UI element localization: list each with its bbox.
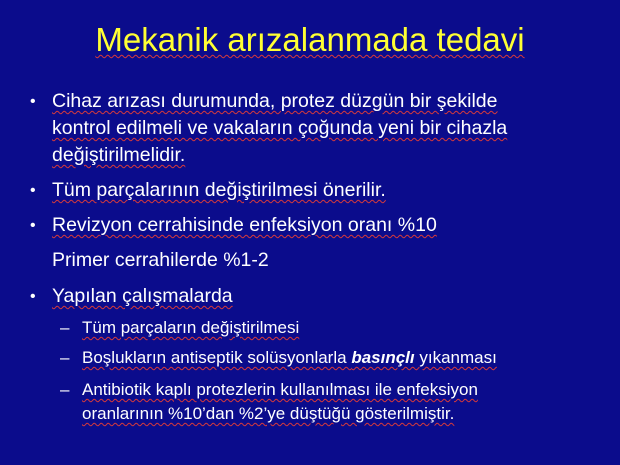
bullet-icon: • (30, 93, 36, 110)
emphasis-text: basınçlı (351, 348, 415, 367)
dash-icon: – (60, 380, 70, 399)
dash-icon: – (60, 318, 70, 337)
slide-title (0, 20, 620, 60)
sub-bullet-3-line-2: oranlarının %10’dan %2’ye düştüğü gösterilmiştir. (82, 404, 455, 423)
bullet-4: Yapılan çalışmalarda (52, 285, 233, 307)
bullet-icon: • (30, 182, 36, 199)
dash-icon: – (60, 348, 70, 367)
bullet-icon: • (30, 288, 36, 305)
bullet-1-line-1: Cihaz arızası durumunda, protez düzgün bir şekilde (52, 90, 498, 112)
sub-bullet-1: Tüm parçaların değiştirilmesi (82, 318, 300, 337)
sub-bullet-2: Boşlukların antiseptik solüsyonlarla basınçlı yıkanması (82, 348, 497, 367)
sub-bullet-3-line-1: Antibiotik kaplı protezlerin kullanılması ile enfeksiyon (82, 380, 478, 399)
bullet-1-line-2: kontrol edilmeli ve vakaların çoğunda yeni bir cihazla (52, 117, 508, 139)
bullet-3: Revizyon cerrahisinde enfeksiyon oranı %10 (52, 214, 437, 236)
bullet-2: Tüm parçalarının değiştirilmesi önerilir. (52, 179, 386, 201)
bullet-3-continuation: Primer cerrahilerde %1-2 (52, 249, 269, 271)
bullet-icon: • (30, 217, 36, 234)
slide-title-text: Mekanik arızalanmada tedavi (95, 21, 525, 58)
bullet-1-line-3: değiştirilmelidir. (52, 144, 186, 166)
